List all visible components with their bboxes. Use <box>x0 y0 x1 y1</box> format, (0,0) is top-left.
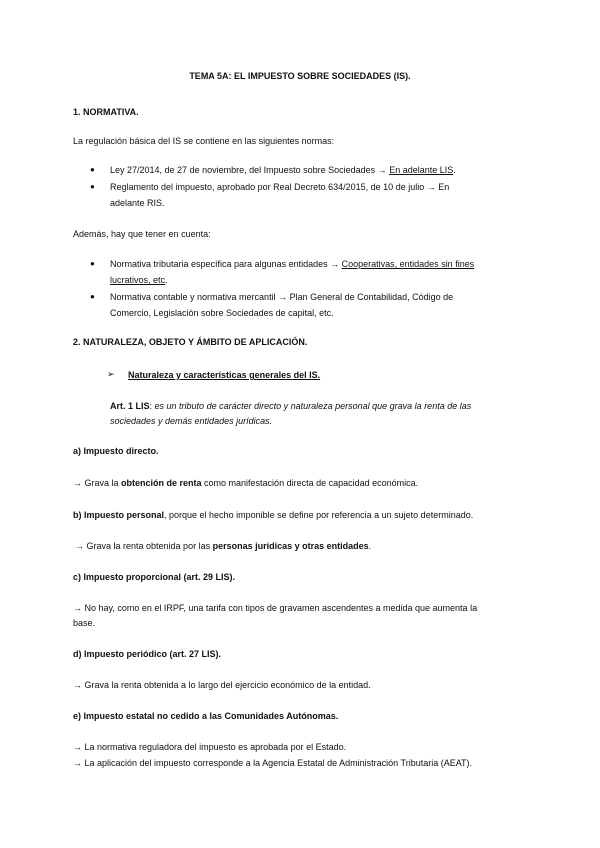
list-item: Reglamento del impuesto, aprobado por Real Decreto 634/2015, de 10 de julio → En <box>110 182 450 192</box>
subheading: Naturaleza y características generales del IS. <box>128 370 321 380</box>
paragraph: → No hay, como en el IRPF, una tarifa con tipos de gravamen ascendentes a medida que aumenta la <box>73 603 478 613</box>
list-item: Normativa tributaria específica para algunas entidades → Cooperativas, entidades sin fines <box>110 259 475 269</box>
paragraph-cont: base. <box>73 618 96 628</box>
paragraph: → La aplicación del impuesto corresponde a la Agencia Estatal de Administración Tributaria (AEAT). <box>73 758 473 768</box>
item-e-heading: e) Impuesto estatal no cedido a las Comunidades Autónomas. <box>73 711 339 721</box>
bullet-icon: ● <box>90 182 95 191</box>
item-c-heading: c) Impuesto proporcional (art. 29 LIS). <box>73 572 236 582</box>
list-item-cont: adelante RIS. <box>110 198 165 208</box>
item-a-heading: a) Impuesto directo. <box>73 446 159 456</box>
item-b-heading: b) Impuesto personal, porque el hecho imponible se define por referencia a un sujeto determinado. <box>73 510 474 520</box>
paragraph: → Grava la renta obtenida a lo largo del ejercicio económico de la entidad. <box>73 680 371 690</box>
paragraph: → Grava la obtención de renta como manifestación directa de capacidad económica. <box>73 478 419 488</box>
bullet-icon: ● <box>90 165 95 174</box>
list-item-cont: Comercio, Legislación sobre Sociedades de capital, etc. <box>110 308 334 318</box>
paragraph: → Grava la renta obtenida por las personas jurídicas y otras entidades. <box>75 541 372 551</box>
article-quote: Art. 1 LIS: es un tributo de carácter directo y naturaleza personal que grava la renta de las <box>110 401 472 411</box>
paragraph: La regulación básica del IS se contiene en las siguientes normas: <box>73 136 335 146</box>
section-1-heading: 1. NORMATIVA. <box>73 107 139 117</box>
list-item-cont: lucrativos, etc. <box>110 275 168 285</box>
article-quote-cont: sociedades y demás entidades jurídicas. <box>110 416 273 426</box>
document-title: TEMA 5A: EL IMPUESTO SOBRE SOCIEDADES (IS). <box>189 71 411 81</box>
paragraph: Además, hay que tener en cuenta: <box>73 229 211 239</box>
arrow-bullet-icon: ➢ <box>107 369 115 379</box>
list-item: Normativa contable y normativa mercantil → Plan General de Contabilidad, Código de <box>110 292 454 302</box>
item-d-heading: d) Impuesto periódico (art. 27 LIS). <box>73 649 222 659</box>
list-item: Ley 27/2014, de 27 de noviembre, del Impuesto sobre Sociedades → En adelante LIS. <box>110 165 456 175</box>
bullet-icon: ● <box>90 259 95 268</box>
bullet-icon: ● <box>90 292 95 301</box>
section-2-heading: 2. NATURALEZA, OBJETO Y ÁMBITO DE APLICACIÓN. <box>73 337 308 347</box>
paragraph: → La normativa reguladora del impuesto es aprobada por el Estado. <box>73 742 347 752</box>
